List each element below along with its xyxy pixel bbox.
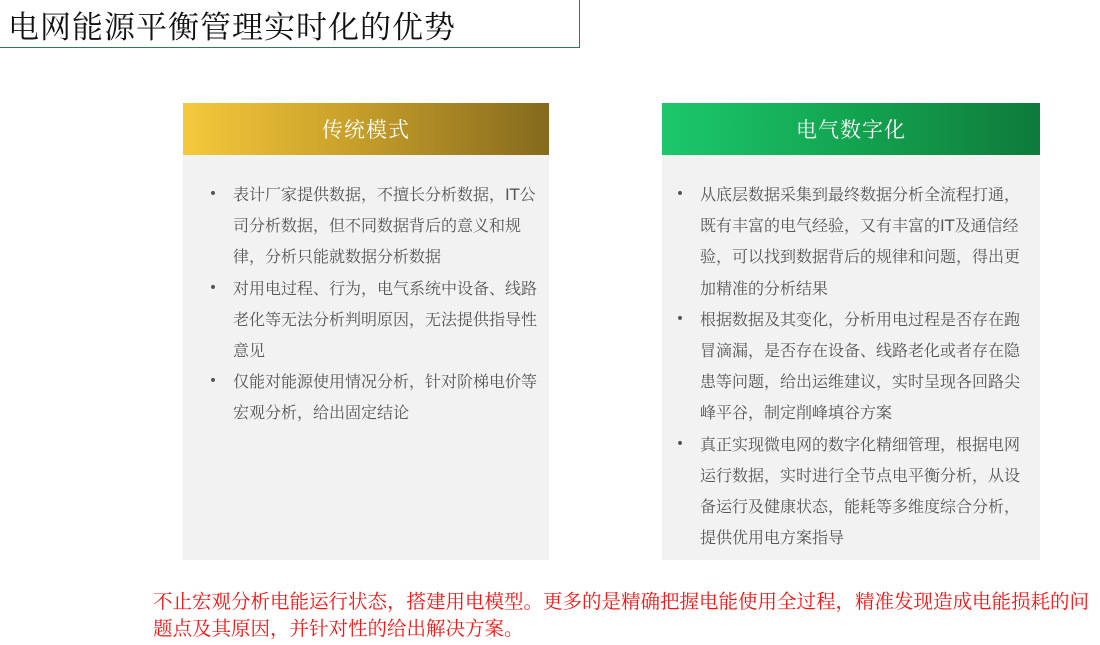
list-item-text: 从底层数据采集到最终数据分析全流程打通，既有丰富的电气经验，又有丰富的IT及通信经验，可以找到数据背后的规律和问题，得出更加精准的分析结果 [700, 185, 1021, 298]
traditional-mode-panel [183, 103, 549, 560]
list-item [672, 304, 1030, 429]
conclusion-text: 不止宏观分析电能运行状态，搭建用电模型。更多的是精确把握电能使用全过程，精准发现造成电能损耗的问题点及其原因，并针对性的给出解决方案。 [153, 590, 1090, 640]
list-item-text: 真正实现微电网的数字化精细管理，根据电网运行数据，实时进行全节点电平衡分析，从设备运行及健康状态，能耗等多维度综合分析，提供优用电方案指导 [700, 434, 1021, 548]
page-title: 电网能源平衡管理实时化的优势 [8, 10, 456, 46]
list-item [672, 429, 1030, 554]
list-item-text: 仅能对能源使用情况分析，针对阶梯电价等宏观分析，给出固定结论 [233, 372, 538, 423]
bullet-icon: • [208, 186, 218, 202]
bullet-icon: • [208, 373, 218, 390]
bullet-icon: • [675, 186, 685, 202]
list-item-text: 根据数据及其变化，分析用电过程是否存在跑冒滴漏，是否存在设备、线路老化或者存在隐患等问题，给出运维建议，实时呈现各回路尖峰平谷，制定削峰填谷方案 [700, 309, 1021, 423]
list-item-text: 表计厂家提供数据，不擅长分析数据，IT公司分析数据，但不同数据背后的意义和规律，分析只能就数据分析数据 [233, 185, 536, 267]
list-item-text: 对用电过程、行为，电气系统中设备、线路老化等无法分析判明原因，无法提供指导性意见 [233, 278, 538, 361]
list-item [672, 179, 1030, 304]
bullet-icon: • [675, 435, 685, 452]
digitalization-panel [662, 103, 1040, 560]
list-item [205, 366, 539, 428]
list-item [205, 179, 539, 273]
traditional-mode-header: 传统模式 [183, 103, 549, 155]
digitalization-header: 电气数字化 [662, 103, 1040, 155]
bullet-icon: • [675, 310, 685, 327]
bullet-icon: • [208, 279, 218, 296]
traditional-mode-list [183, 155, 549, 429]
list-item [205, 273, 539, 367]
digitalization-list [662, 155, 1040, 553]
